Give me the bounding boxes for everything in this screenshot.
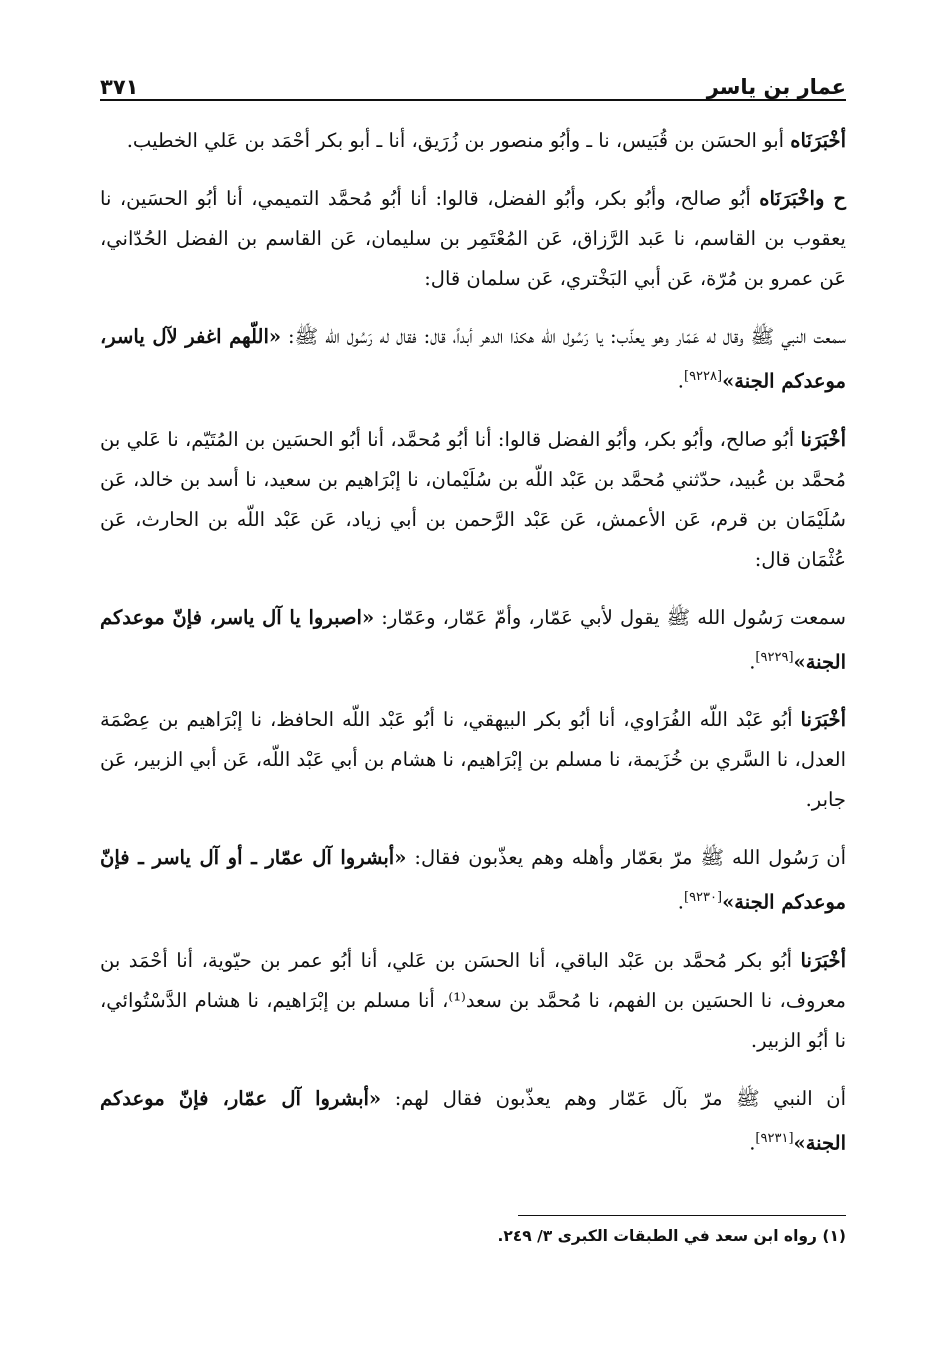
isnad-lead: أخْبَرَنا: [800, 708, 846, 731]
page: [100, 55, 846, 1245]
hadith-number: [٩٢٣٠]: [683, 890, 723, 905]
header-title: عمار بن ياسر: [706, 75, 846, 99]
paragraph-text: أبُو عَبْد اللّه الفُرَاوي، أنا أبُو بكر البيهقي، نا أبُو عَبْد اللّه الحافظ، نا إبْرَاهيم بن عِصْمَة العدل، نا السَّري بن خُزَيمة، نا مسلم بن إبْرَاهيم، نا هشام بن أبي عَبْد اللّه، عَن أبي الزبير، عَن جابر.: [100, 708, 846, 811]
paragraph: [100, 700, 846, 820]
hadith-number: [٩٢٢٩]: [755, 649, 794, 665]
isnad-lead: أخْبَرَنَاه: [790, 129, 846, 152]
paragraph-text: سمعت رَسُول الله ﷺ يقول لأبي عَمّار، وأمّ عَمّار، وعَمّار:: [374, 605, 846, 629]
paragraph: [100, 121, 846, 161]
paragraph-text: أن رَسُول الله ﷺ مرّ بعَمّار وأهله وهم يعذّبون فقال:: [406, 846, 846, 869]
paragraph-text: سمعت النبي ﷺ وقال له عَمّار وهو يعذّب: يا رَسُول الله هكذا الدهر أبداً، قال: فقال له رَسُول الله ﷺ:: [281, 325, 846, 348]
punctuation: .: [677, 890, 684, 914]
paragraph-text: أبُو صالح، وأبُو بكر، وأبُو الفضل قالوا: أنا أبُو مُحمَّد، أنا أبُو الحسَين بن المُتَيّم، نا عَلي بن مُحمَّد بن عُبيد، حدّثني مُحمَّد بن عَبْد اللّه بن سُلَيْمان، نا إبْرَاهيم بن سعيد، نا أسد بن خالد، عَن سُلَيْمَان بن قرم، عَن الأعمش، عَن عَبْد الرَّحمن بن أبي زياد، عَن عَبْد اللّه بن الحارث، عَن عُثْمَان قال:: [100, 427, 846, 571]
paragraph-text: أبُو بكر مُحمَّد بن عَبْد الباقي، أنا الحسَن بن عَلي، أنا أبُو عمر بن حيّوية، أنا أحْمَد بن معروف، نا الحسَين بن الفهم، نا مُحمَّد بن سعد⁽¹⁾، أنا مسلم بن إبْرَاهيم، نا هشام الدَّسْتُوائي، نا أبُو الزبير.: [100, 948, 846, 1052]
paragraph: [100, 179, 846, 299]
hadith-text: [100, 598, 846, 683]
punctuation: .: [677, 369, 684, 393]
paragraph: [100, 941, 846, 1061]
running-header: [100, 55, 846, 101]
hadith-quote: «أبشروا آل عمّار، فإنّ موعدكم الجنة»: [100, 1086, 846, 1154]
paragraph-text: أبُو صالح، وأبُو بكر، وأبُو الفضل، قالوا: أنا أبُو مُحمَّد التميمي، أنا أبُو الحسَين، نا يعقوب بن القاسم، نا عَبد الرَّزاق، عَن المُعْتَمِر بن سليمان، عَن القاسم بن الفضل الحُدّاني، عَن عمرو بن مُرّة، عَن أبي البَخْتري، عَن سلمان قال:: [100, 187, 846, 290]
punctuation: .: [749, 650, 756, 673]
footnote-separator: [518, 1215, 846, 1216]
hadith-quote: «أبشروا آل عمّار ـ أو آل ياسر ـ فإنّ موعدكم الجنة»: [100, 846, 846, 914]
hadith-quote: «اللّهم اغفر لآل ياسر، موعدكم الجنة»: [100, 325, 846, 393]
footnote: (١) رواه ابن سعد في الطبقات الكبرى ٣/ ٢٤٩.: [497, 1227, 846, 1245]
paragraph-text: أبو الحسَن بن قُبَيس، نا ـ وأبُو منصور بن زُرَيق، أنا ـ أبو بكر أحْمَد بن عَلي الخطيب.: [126, 129, 791, 152]
hadith-number: [٩٢٣١]: [755, 1130, 794, 1146]
isnad-lead: أخْبَرَنا: [800, 948, 846, 972]
hadith-number: [٩٢٢٨]: [683, 369, 723, 384]
isnad-lead: أخْبَرَنا: [800, 427, 846, 451]
isnad-lead: ح واخْبَرَنَاه: [759, 187, 846, 210]
hadith-text: [100, 317, 846, 402]
hadith-text: [100, 838, 846, 923]
page-number: ٣٧١: [100, 75, 139, 99]
hadith-text: [100, 1079, 846, 1164]
hadith-quote: «اصبروا يا آل ياسر، فإنّ موعدكم الجنة»: [100, 605, 846, 673]
paragraph: [100, 420, 846, 580]
paragraph-text: أن النبي ﷺ مرّ بآل عَمّار وهم يعذّبون فقال لهم:: [381, 1086, 846, 1110]
punctuation: .: [749, 1131, 756, 1154]
text-body: [100, 121, 846, 1163]
